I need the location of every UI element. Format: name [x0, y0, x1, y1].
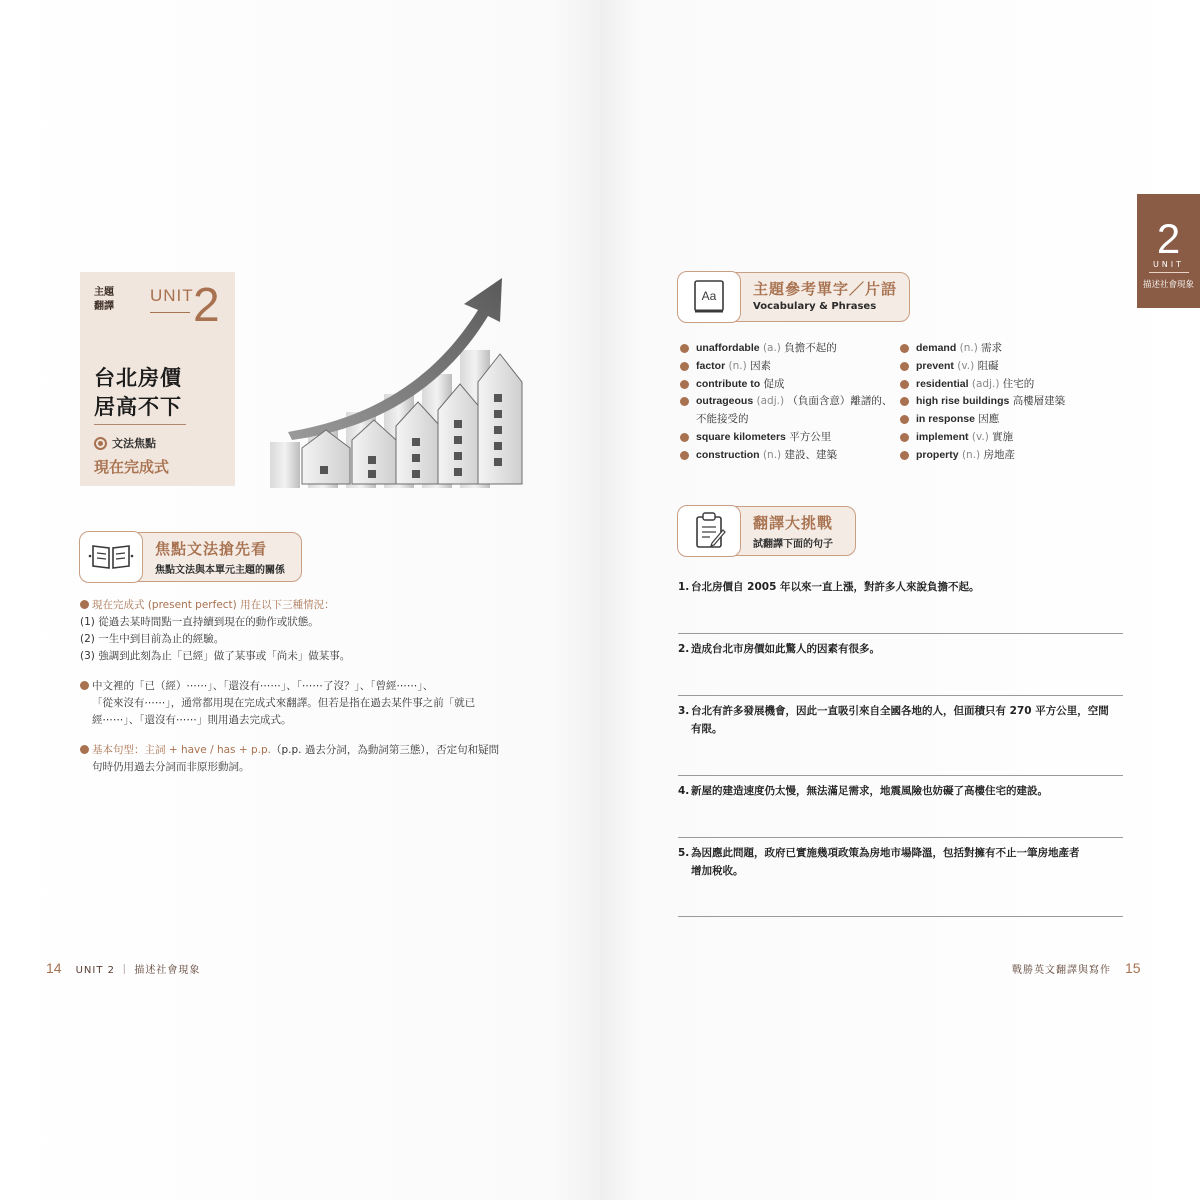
answer-line-1[interactable]	[678, 633, 1123, 634]
vocab-item: square kilometers 平方公里	[680, 429, 900, 447]
side-tab-label: 描述社會現象	[1142, 280, 1194, 290]
vocab-item: implement (v.) 實施	[900, 429, 1100, 447]
side-tab-number: 2	[1156, 215, 1181, 262]
translation-challenge-header	[678, 506, 856, 556]
question-4: 4. 新屋的建造速度仍太慢，無法滿足需求，地震風險也妨礙了高樓住宅的建設。	[678, 785, 1048, 797]
bullet-dot	[900, 380, 909, 389]
grammar-preview-subtitle: 焦點文法與本單元主題的關係	[155, 565, 285, 576]
page-number-left: 14	[46, 960, 62, 976]
vocab-item: demand (n.) 需求	[900, 340, 1100, 358]
grammar-focus-topic: 現在完成式	[94, 458, 170, 476]
unit-underline	[150, 312, 190, 313]
rising-housing-graph-illustration	[268, 270, 528, 490]
vocab-item: unaffordable (a.) 負擔不起的	[680, 340, 900, 358]
note-paragraph-2	[80, 678, 530, 729]
bullet-dot	[900, 433, 909, 442]
bullet-dot	[680, 433, 689, 442]
bullet-dot	[900, 451, 909, 460]
unit-number: 2	[193, 279, 220, 332]
note-1-line-1: (1) 從過去某時間點一直持續到現在的動作或狀態。	[80, 616, 319, 628]
unit-tag: 主題翻譯	[94, 287, 114, 312]
question-2: 2. 造成台北市房價如此驚人的因素有很多。	[678, 643, 880, 655]
vocab-item: outrageous (adj.) （負面含意）離譜的、	[680, 393, 900, 411]
note-paragraph-3	[80, 742, 530, 776]
vocab-item: contribute to 促成	[680, 376, 900, 394]
dictionary-icon	[677, 271, 741, 323]
side-tab-unit: UNIT	[1152, 260, 1185, 269]
vocab-item: construction (n.) 建設、建築	[680, 447, 900, 465]
bullet-dot	[80, 600, 89, 609]
question-5: 5. 為因應此問題，政府已實施幾項政策為房地市場降溫，包括對擁有不止一筆房地產者 增加稅收。	[678, 847, 1080, 877]
right-footer-text: 戰勝英文翻譯與寫作	[1012, 964, 1111, 976]
question-1: 1. 台北房價自 2005 年以來一直上漲，對許多人來說負擔不起。	[678, 581, 980, 593]
vocab-subtitle: Vocabulary & Phrases	[753, 301, 877, 312]
left-footer-text: UNIT 2 ｜ 描述社會現象	[75, 964, 201, 976]
grammar-notes	[80, 597, 530, 789]
vocab-item: factor (n.) 因素	[680, 358, 900, 376]
grammar-focus-label: 文法焦點	[112, 437, 156, 450]
unit-title	[94, 364, 182, 422]
right-page	[600, 0, 1200, 1200]
vocab-item: high rise buildings 高樓層建築	[900, 393, 1100, 411]
vocab-item: residential (adj.) 住宅的	[900, 376, 1100, 394]
note-paragraph-1	[80, 597, 530, 665]
translation-challenge-title: 翻譯大挑戰	[753, 514, 834, 532]
bullet-dot	[680, 397, 689, 406]
unit-side-tab	[1137, 194, 1200, 308]
bullet-dot	[80, 681, 89, 690]
book-icon	[79, 531, 143, 583]
grammar-focus-row	[94, 435, 156, 451]
unit-title-line2: 居高不下	[94, 395, 182, 419]
clipboard-icon	[677, 505, 741, 557]
unit-word: UNIT	[150, 286, 194, 305]
page-number-right: 15	[1125, 960, 1141, 976]
note-1-line-2: (2) 一生中到目前為止的經驗。	[80, 633, 225, 645]
answer-line-3[interactable]	[678, 775, 1123, 776]
vocab-item-continuation: 不能接受的	[696, 413, 749, 426]
question-3: 3. 台北有許多發展機會，因此一直吸引來自全國各地的人，但面積只有 270 平方公里，空間 有限。	[678, 705, 1109, 735]
vocab-item: property (n.) 房地產	[900, 447, 1100, 465]
note-2-line-3: 經⋯⋯」、「還沒有⋯⋯」則用過去完成式。	[92, 714, 292, 726]
bullet-dot	[900, 397, 909, 406]
grammar-preview-header	[80, 532, 302, 582]
left-footer	[46, 960, 200, 976]
vocab-item: prevent (v.) 阻礙	[900, 358, 1100, 376]
bullet-dot	[900, 362, 909, 371]
answer-line-2[interactable]	[678, 695, 1123, 696]
vocab-item: in response 因應	[900, 411, 1100, 429]
bullet-dot	[80, 745, 89, 754]
dictionary-icon-text: Aa	[701, 289, 717, 303]
card-divider	[94, 424, 186, 425]
note-1-line-3: (3) 強調到此刻為止「已經」做了某事或「尚未」做某事。	[80, 650, 351, 662]
vocab-list-right	[900, 340, 1100, 465]
bullet-dot	[680, 344, 689, 353]
note-2-line-2: 「從來沒有⋯⋯」，通常都用現在完成式來翻譯。但若是指在過去某件事之前「就已	[92, 697, 476, 709]
note-1-heading: 現在完成式 (present perfect) 用在以下三種情況：	[92, 599, 335, 611]
vocab-title: 主題參考單字／片語	[753, 280, 898, 298]
bullet-dot	[900, 344, 909, 353]
bullet-dot	[900, 415, 909, 424]
answer-line-4[interactable]	[678, 837, 1123, 838]
bullet-dot	[680, 362, 689, 371]
note-3-heading: 基本句型：主詞 + have / has + p.p.	[92, 744, 271, 756]
unit-title-line1: 台北房價	[94, 366, 182, 390]
note-2-line-1: 中文裡的「已（經）⋯⋯」、「還沒有⋯⋯」、「⋯⋯了沒？」、「曾經⋯⋯」、	[92, 680, 434, 692]
note-3-rest: （p.p. 過去分詞，為動詞第三態），否定句和疑問	[271, 744, 500, 756]
note-3-line-2: 句時仍用過去分詞而非原形動詞。	[92, 761, 250, 773]
grammar-preview-title: 焦點文法搶先看	[155, 540, 268, 558]
vocab-list-left	[680, 340, 900, 465]
unit-title-card	[80, 272, 235, 486]
vocab-header	[678, 272, 910, 322]
right-footer	[1012, 960, 1141, 976]
bullet-dot	[680, 451, 689, 460]
answer-line-5[interactable]	[678, 916, 1123, 917]
bullet-dot	[680, 380, 689, 389]
side-tab-divider	[1149, 272, 1189, 273]
target-icon	[94, 437, 107, 450]
translation-challenge-subtitle: 試翻譯下面的句子	[753, 539, 833, 550]
